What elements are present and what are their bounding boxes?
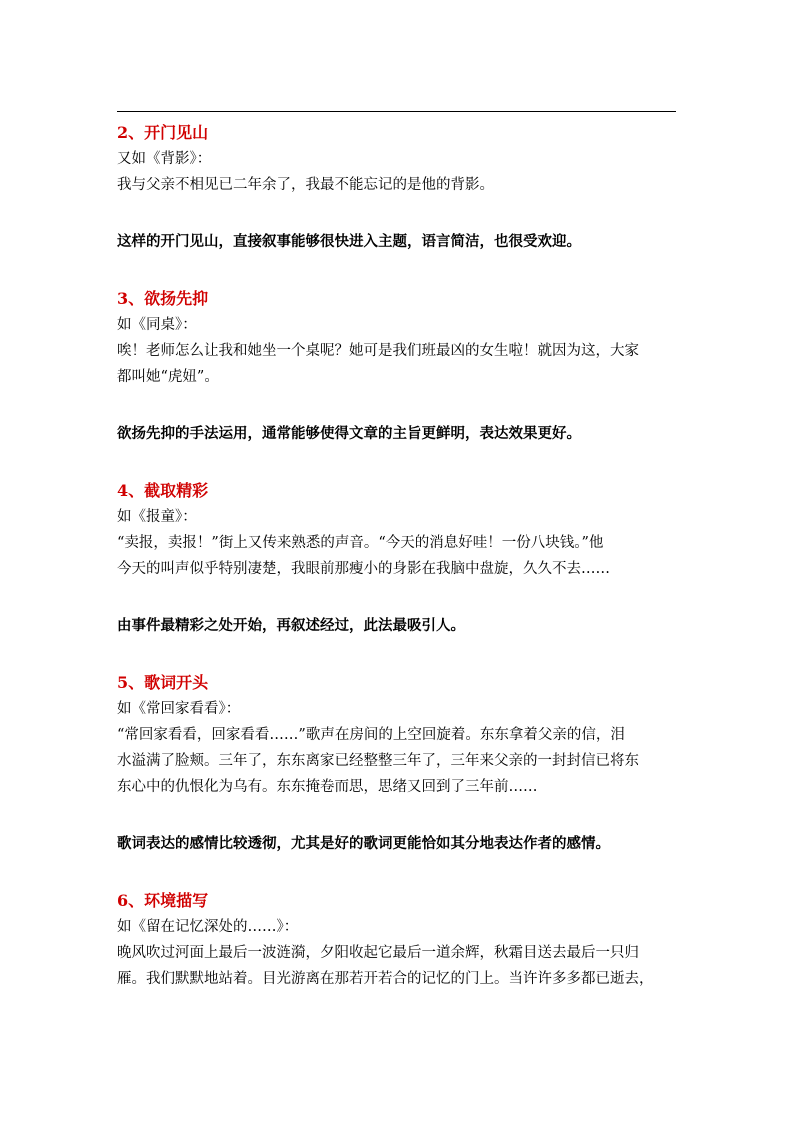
example-intro: 如《留在记忆深处的……》： [117,919,299,935]
example-line: 晚风吹过河面上最后一波涟漪，夕阳收起它最后一道余辉，秋霜目送去最后一只归 [117,945,639,961]
section-kaimen-jianshan [117,120,679,255]
document-body [117,120,679,992]
summary-text: 歌词表达的感情比较透彻，尤其是好的歌词更能恰如其分地表达作者的感情。 [117,835,610,852]
section-heading: 5、歌词开头 [117,673,209,692]
example-intro: 如《报童》： [117,509,197,525]
example-text [117,172,679,198]
summary-text: 这样的开门见山，直接叙事能够很快进入主题，语言简洁，也很受欢迎。 [117,233,581,250]
summary-text: 由事件最精彩之处开始，再叙述经过，此法最吸引人。 [117,617,465,634]
example-line: 我与父亲不相见已二年余了，我最不能忘记的是他的背影。 [117,177,494,193]
section-heading: 4、截取精彩 [117,481,209,500]
section-huanjing-miaoxie [117,888,679,992]
example-intro: 如《常回家看看》： [117,701,241,717]
example-text [117,530,679,582]
example-line: 雁。我们默默地站着。目光游离在那若开若合的记忆的门上。当许许多多都已逝去， [117,971,654,987]
example-text [117,722,679,800]
section-yuyang-xianyi [117,286,679,447]
example-line: “常回家看看，回家看看……”歌声在房间的上空回旋着。东东拿着父亲的信，泪 [117,727,625,743]
example-line: 今天的叫声似乎特别凄楚，我眼前那瘦小的身影在我脑中盘旋，久久不去…… [117,561,610,577]
example-intro: 又如《背影》： [117,151,212,167]
example-text [117,338,679,390]
section-heading: 6、环境描写 [117,891,209,910]
summary-text: 欲扬先抑的手法运用，通常能够使得文章的主旨更鲜明，表达效果更好。 [117,425,581,442]
example-line: 唉！老师怎么让我和她坐一个桌呢？她可是我们班最凶的女生啦！就因为这，大家 [117,343,639,359]
example-line: 东心中的仇恨化为乌有。东东掩卷而思，思绪又回到了三年前…… [117,779,538,795]
section-jiequ-jingcai [117,478,679,639]
header-rule [117,111,676,112]
section-heading: 3、欲扬先抑 [117,289,209,308]
section-heading: 2、开门见山 [117,123,209,142]
example-line: 都叫她“虎妞”。 [117,369,219,385]
example-text [117,940,679,992]
example-line: “卖报，卖报！”街上又传来熟悉的声音。“今天的消息好哇！一份八块钱。”他 [117,535,604,551]
section-geci-kaitou [117,670,679,857]
example-intro: 如《同桌》： [117,317,197,333]
example-line: 水溢满了脸颊。三年了，东东离家已经整整三年了，三年来父亲的一封封信已将东 [117,753,639,769]
